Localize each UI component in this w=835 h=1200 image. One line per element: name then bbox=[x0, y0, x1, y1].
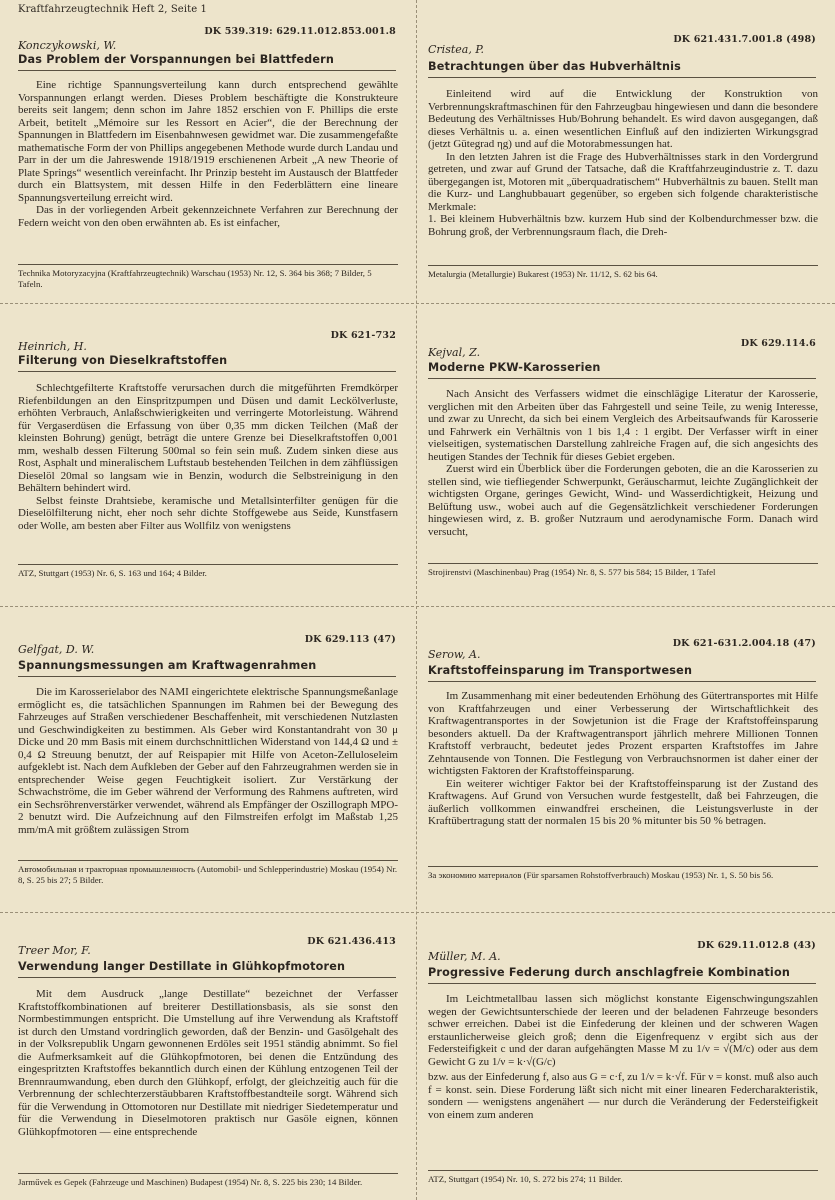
abstract-card bbox=[428, 936, 828, 1196]
author: Konczykowski, W. bbox=[18, 39, 117, 52]
source-citation: ATZ, Stuttgart (1953) Nr. 6, S. 163 und 164; 4 Bilder. bbox=[18, 564, 398, 579]
article-title: Betrachtungen über das Hubverhältnis bbox=[428, 60, 816, 78]
paragraph: In den letzten Jahren ist die Frage des Hubverhältnisses stark in den Vordergrund getreten, und zwar auf Grund der Tatsache, daß die Kraftfahrzeugindustrie z. T. dazu übergegangen ist, Motoren mit „überquadratischem“ Hubverhältnis zu bauen. Stellt man die Kurz- und Langhubbauart gegenüber, so ergeben sich folgende charakteristische Merkmale: bbox=[428, 150, 818, 213]
dk-number: DK 621.431.7.001.8 (498) bbox=[673, 34, 816, 45]
abstract-card bbox=[428, 334, 828, 602]
page-header: Kraftfahrzeugtechnik Heft 2, Seite 1 bbox=[18, 4, 208, 15]
author: Treer Mor, F. bbox=[18, 944, 91, 957]
dk-number: DK 629.11.012.8 (43) bbox=[697, 940, 816, 951]
abstract-card bbox=[18, 932, 408, 1196]
author: Cristea, P. bbox=[428, 43, 484, 56]
article-title: Das Problem der Vorspannungen bei Blattfedern bbox=[18, 53, 396, 71]
paragraph: Einleitend wird auf die Entwicklung der Konstruktion von Verbrennungskraftmaschinen für den Fahrzeugbau hingewiesen und dann die besondere Bedeutung des Verhältnisses Hub/Bohrung behandelt. Es wird davon ausgegangen, daß dieses Verhältnis u. a. einen wesentlichen Einfluß auf den indizierten Wirkungsgrad (jetzt Gütegrad ηg) und auf die Motorabmessungen hat. bbox=[428, 88, 818, 150]
abstract-body bbox=[428, 993, 818, 1163]
paragraph: Selbst feinste Drahtsiebe, keramische und Metallsinterfilter genügen für die Dieselölfilterung nicht, eher noch sehr dichte Stoffgewebe aus Seide, Kunstfasern oder Wolle, am besten aber Filter aus Wollfilz von wenigstens bbox=[18, 494, 398, 532]
dk-number: DK 629.113 (47) bbox=[304, 634, 396, 645]
paragraph: Im Zusammenhang mit einer bedeutenden Erhöhung des Gütertransportes mit Hilfe von Kraftfahrzeugen und einer Verbesserung der Wirtschaftlichkeit des Kraftwagentransportes in der Sowjetunion ist die Frage der Kraftstoffeinsparung besonders aktuell. Da der Kraftwagentransport jährlich mehrere Millionen Tonnen Kraftstoff verbraucht, bedeutet jedes Prozent ersparten Kraftstoffes im Jahre Zehntausende von Tonnen. Die Festlegung von Verbrauchsnormen ist daher einer der wichtigsten Faktoren der Kraftstoffeinsparung. bbox=[428, 690, 818, 777]
paragraph: Die im Karosserielabor des NAMI eingerichtete elektrische Spannungsmeßanlage ermöglicht es, die tatsächlichen Spannungen im Rahmen bei der Bewegung des Fahrzeuges auf Straßen verschiedener Beschaffenheit, mit verschiedenen Nutzlasten und Geschwindigkeiten zu bestimmen. Als Geber wird Konstantandraht von 30 μ Dicke und 20 mm Basis mit einem durchschnittlichen Widerstand von 144,4 Ω und ± 0,4 Ω Streuung benutzt, der auf Reispapier mit Hilfe von Aceton-Zelluloseleim aufgeklebt ist. Nach dem Aufkleben der Geber auf den Fahrzeugrahmen werden sie in entsprechender Weise gegen Feuchtigkeit isoliert. Zur Verstärkung der Schwachströme, die im Geber während der Verformung des Rahmens auftreten, wird ein Sechsröhrenverstärker verwendet, während als Empfänger der Oszillograph MPO-2 benutzt wird. Die Aufzeichnung auf den Filmstreifen erfolgt im Maßstab 1,25 mm/mA mit größtem zulässigen Strom bbox=[18, 686, 398, 836]
author: Heinrich, H. bbox=[18, 340, 87, 353]
article-title: Moderne PKW-Karosserien bbox=[428, 361, 816, 379]
paragraph: Ein weiterer wichtiger Faktor bei der Kraftstoffeinsparung ist der Zustand des Kraftwagens. Auf Grund von Versuchen wurde festgestellt, daß bei Fahrzeugen, die äußerlich vollkommen einwandfrei erscheinen, die Leistungsverluste in der Kraftübertragung statt der normalen 15 bis 20 % mitunter bis 50 % betragen. bbox=[428, 777, 818, 827]
abstract-card bbox=[18, 22, 408, 292]
paragraph: Im Leichtmetallbau lassen sich möglichst konstante Eigenschwingungszahlen wegen der Gewichtsunterschiede der leeren und der beladenen Fahrzeuge besonders schwer erreichen. Dabei ist die Einfederung der kleinen und der schweren Wagen erstaunlicherweise gleich groß; denn die Eigenfrequenz ν ergibt sich aus der Federsteifigkeit c und der daran aufgehängten Masse M zu 1/ν = √(M/c) oder aus dem Gewicht G zu 1/ν = k·√(G/c) bbox=[428, 993, 818, 1068]
article-title: Kraftstoffeinsparung im Transportwesen bbox=[428, 664, 816, 682]
row-divider bbox=[0, 912, 835, 913]
author: Gelfgat, D. W. bbox=[18, 643, 95, 656]
source-citation: За экономию материалов (Für sparsamen Rohstoffverbrauch) Moskau (1953) Nr. 1, S. 50 bis 56. bbox=[428, 866, 818, 881]
source-citation: Автомобильная и тракторная промышленность (Automobil- und Schlepperindustrie) Moskau (1954) Nr. 8, S. 25 bis 27; 5 Bilder. bbox=[18, 860, 398, 886]
abstract-body bbox=[428, 388, 818, 556]
abstract-body bbox=[428, 88, 818, 258]
paragraph: Nach Ansicht des Verfassers widmet die einschlägige Literatur der Karosserie, verglichen mit den Arbeiten über das Fahrgestell und seine Teile, zu wenig Interesse, und zwar zu Unrecht, da sich bei einem Vergleich des Arbeitsaufwands für Karosserie und Fahrwerk ein Verhältnis von 1 bis 1,4 : 1 ergibt. Der Verfasser wirft in einer vielseitigen, systematischen Darstellung zahlreiche Fragen auf, die sich angesichts des heutigen Standes der Technik für dieses Gebiet ergeben. bbox=[428, 388, 818, 463]
source-citation: Strojirenstvi (Maschinenbau) Prag (1954) Nr. 8, S. 577 bis 584; 15 Bilder, 1 Tafel bbox=[428, 563, 818, 578]
abstract-card bbox=[18, 630, 408, 908]
article-title: Spannungsmessungen am Kraftwagenrahmen bbox=[18, 659, 396, 677]
dk-number: DK 621-732 bbox=[330, 330, 396, 341]
author: Müller, M. A. bbox=[428, 950, 501, 963]
author: Serow, A. bbox=[428, 648, 481, 661]
dk-number: DK 621.436.413 bbox=[307, 936, 396, 947]
abstract-card bbox=[428, 22, 828, 292]
abstract-body bbox=[18, 686, 398, 852]
abstract-body bbox=[18, 988, 398, 1172]
column-divider bbox=[416, 0, 417, 1200]
source-citation: Jarművek es Gepek (Fahrzeuge und Maschinen) Budapest (1954) Nr. 8, S. 225 bis 230; 14 Bilder. bbox=[18, 1173, 398, 1188]
source-citation: Technika Motoryzacyjna (Kraftfahrzeugtechnik) Warschau (1953) Nr. 12, S. 364 bis 368; 7 Bilder, 5 Tafeln. bbox=[18, 264, 398, 290]
paragraph: Eine richtige Spannungsverteilung kann durch entsprechend gewählte Vorspannungen erlangt werden. Dieses Problem beschäftigte die Konstrukteure bereits seit langem; denn schon im Jahre 1852 erschien von F. Phillips die erste Arbeit, betitelt „Mémoire sur les Ressort en Acier“, die der Berechnung der Spannungen in Blattfedern im Eisenbahnwesen gewidmet war. Die zusammengefaßte mathematische Form der von Phillips angegebenen Methode wurde durch Landau und Parr in der um die Jahreswende 1918/1919 erschienenen Arbeit „A new Theorie of Plate Springs“ wesentlich vereinfacht. Ihr Prinzip besteht im Austausch der Blattfeder durch ein Blattsystem, mit dessen Hilfe in den Federblättern eine lineare Spannungsverteilung erreicht wird. bbox=[18, 79, 398, 204]
dk-number: DK 539.319: 629.11.012.853.001.8 bbox=[204, 26, 396, 37]
paragraph: Schlechtgefilterte Kraftstoffe verursachen durch die mitgeführten Fremdkörper Riefenbildungen an den Einspritzpumpen und Düsen und damit Leckölverluste, erhöhten Verbrauch, Anlaßschwierigkeiten und verringerte Motorleistung. Während für Vergaserdüsen die Erfassung von über 0,35 mm dicken Teilchen (Maß der kleinsten Bohrung) genügt, beträgt die untere Grenze bei Dieselkraftstoffen 0,001 mm, weshalb dessen Filterung 500mal so fein sein muß. Zudem sinken diese aus Rost, Asphalt und mineralischem Luftstaub bestehenden Teilchen in dem zähflüssigen Dieselöl 20mal so langsam wie in Benzin, wodurch die Selbstreinigung in den Behältern behindert wird. bbox=[18, 382, 398, 494]
paragraph: Mit dem Ausdruck „lange Destillate“ bezeichnet der Verfasser Kraftstoffkombinationen auf breiterer Destillationsbasis, als sie sonst den Normbestimmungen entspricht. Die Umstellung auf ihre Verwendung als Kraftstoff ist durch den Umstand vordringlich geworden, daß der Benzin- und Gasölgehalt des in der Volksrepublik Ungarn gewonnenen Erdöles seit 1951 ständig abnimmt. So fiel die Aufmerksamkeit auf die Glühkopfmotoren, bei denen die Entzündung des eingespritzten Kraftstoffes bekanntlich durch einen der Kühlung entzogenen Teil der Brennraumwandung, eben durch den Glühkopf, erfolgt, der gleichzeitig auch für die Verbrennung der schlechterzerstäubbaren Kraftstoffbestandteile sorgt. Während sich für die Verwendung in Ottomotoren nur Destillate mit niedriger Siedetemperatur und für die Verwendung in Dieselmotoren praktisch nur Gasöle eignen, können Glühkopfmotoren — eine entsprechende bbox=[18, 988, 398, 1138]
paragraph: Das in der vorliegenden Arbeit gekennzeichnete Verfahren zur Berechnung der Federn weicht von den oben erwähnten ab. Es ist einfacher, bbox=[18, 204, 398, 229]
abstract-card bbox=[18, 326, 408, 602]
author: Kejval, Z. bbox=[428, 346, 481, 359]
row-divider bbox=[0, 606, 835, 607]
paragraph: bzw. aus der Einfederung f, also aus G = c·f, zu 1/ν = k·√f. Für ν = konst. muß also auch f = konst. sein. Diese Forderung läßt sich nicht mit einer linearen Federcharakteristik, sondern — wenigstens angenähert — nur durch die Veränderung der Federsteifigkeit von einem zum anderen bbox=[428, 1071, 818, 1121]
abstract-body bbox=[18, 79, 398, 262]
article-title: Progressive Federung durch anschlagfreie Kombination bbox=[428, 966, 816, 984]
article-title: Filterung von Dieselkraftstoffen bbox=[18, 354, 396, 372]
source-citation: ATZ, Stuttgart (1954) Nr. 10, S. 272 bis 274; 11 Bilder. bbox=[428, 1170, 818, 1185]
dk-number: DK 629.114.6 bbox=[740, 338, 816, 349]
abstract-body bbox=[18, 382, 398, 562]
article-title: Verwendung langer Destillate in Glühkopfmotoren bbox=[18, 960, 396, 978]
abstract-body bbox=[428, 690, 818, 856]
abstract-card bbox=[428, 634, 828, 908]
source-citation: Metalurgia (Metallurgie) Bukarest (1953) Nr. 11/12, S. 62 bis 64. bbox=[428, 265, 818, 280]
paragraph: 1. Bei kleinem Hubverhältnis bzw. kurzem Hub sind der Kolbendurchmesser bzw. die Bohrung groß, der Verbrennungsraum flach, die Dreh- bbox=[428, 213, 818, 238]
dk-number: DK 621-631.2.004.18 (47) bbox=[672, 638, 816, 649]
row-divider bbox=[0, 303, 835, 304]
paragraph: Zuerst wird ein Überblick über die Forderungen geboten, die an die Karosserien zu stellen sind, wie tiefliegender Schwerpunkt, Geräuscharmut, leichte Zugänglichkeit der wichtigsten Organe, geringes Gewicht, Wind- und Wasserdichtigkeit, Heizung und Belüftung usw., wobei auch auf die Gegensätzlichkeit verschiedener Forderungen hingewiesen wird, z. B. großer Nutzraum und aerodynamische Form. Danach wird versucht, bbox=[428, 463, 818, 538]
